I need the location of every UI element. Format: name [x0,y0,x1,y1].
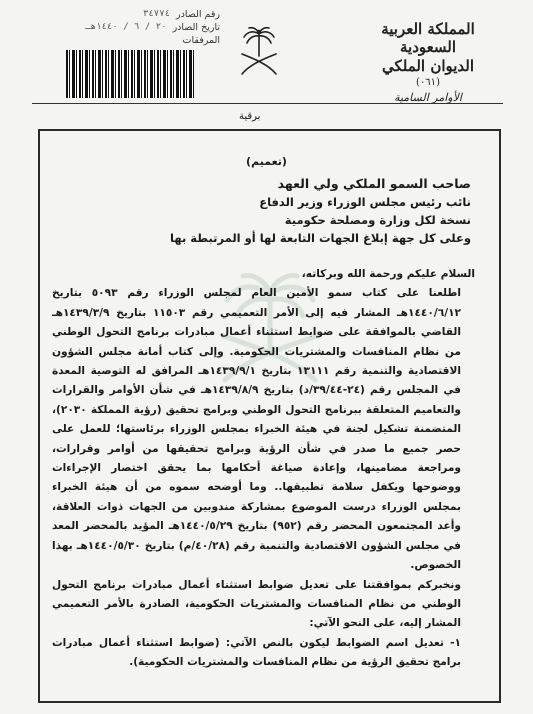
body-paragraph-1: اطلعنا على كتاب سمو الأمين العام لمجلس الوزراء رقم ٥٠٩٣ بتاريخ ١٤٤٠/٦/١٢هـ المشار فيه إلى الأمر التعميمي رقم ١١٥٠٣ بتاريخ ١٤٣٩/٣/٩هـ القاضي بالموافقة على ضوابط استثناء أعمال مبادرات برنامج التحول الوطني من نظام المنافسات والمشتريات الحكومية. وإلى كتاب أمانة مجلس الشؤون الاقتصادية والتنمية رقم ١٣١١١ بتاريخ ١٤٣٩/٩/١هـ المرافق له التوصية المعدة في المجلس رقم (٢٤-٣٩/٤٤/د) بتاريخ ١٤٣٩/٨/٩هـ في شأن الأوامر والقرارات والتعاميم المتعلقة ببرنامج التحول الوطني وبرامج تحقيق (رؤية المملكة ٢٠٣٠)، المتضمنة تشكيل لجنة في هيئة الخبراء بمجلس الوزراء برئاستها؛ للعمل على حصر جميع ما صدر في شأن الرؤية وبرامج تحقيقها من أوامر وقرارات، ومراجعة مضامينها، وإعادة صياغة أحكامها بما يحقق اختصار الإجراءات ووضوحها ويكفل سلامة تطبيقها.. وما أوضحه سموه من أن هيئة الخبراء بمجلس الوزراء درست الموضوع بمشاركة مندوبين من الجهات ذوات العلاقة، وأعد المجتمعون المحضر رقم (٩٥٢) بتاريخ ١٤٤٠/٥/٢٩هـ المؤيد بالمحضر المعد في مجلس الشؤون الاقتصادية والتنمية رقم (٤٠/٢٨/م) بتاريخ ١٤٤٠/٥/٣٠هـ بهذا الخصوص. [52,287,462,572]
telegram-label: برقية [239,111,261,122]
reference-block [40,8,220,47]
reference-date-label: تاريخ الصادر [172,22,220,33]
saudi-emblem-icon [236,24,282,80]
reference-number-value: ٣٤٧٧٤ [142,9,171,19]
addressee-line: وعلى كل جهة إبلاغ الجهات التابعة لها أو المرتبطة بها [170,231,471,245]
header-divider [32,103,503,104]
body-paragraph-2: ونخبركم بموافقتنا على تعديل ضوابط استثناء أعمال مبادرات برنامج التحول الوطني من نظام المنافسات والمشتريات الحكومية، الصادرة بالأمر التعميمي المشار إليه، على النحو الآتي: [52,578,461,630]
kingdom-name: المملكة العربية السعودية [381,20,475,56]
reference-attachments-label: المرفقات [182,35,220,46]
division-name: الأوامر السامية [394,91,462,104]
reference-date [40,21,220,34]
reference-date-value: ٢٠ / ٦ / ١٤٤٠هـ [85,22,167,32]
reference-attachments [40,34,220,47]
addressee-line: نسخة لكل وزارة ومصلحة حكومية [284,213,471,227]
addressee-line: صاحب السمو الملكي ولي العهد [277,176,471,191]
office-code: (٠٦١) [416,77,440,88]
reference-number-label: رقم الصادر [176,9,220,20]
circular-title: (تعميم) [246,155,287,168]
kingdom-header [353,20,503,106]
letter-body [52,265,475,673]
body-item-1: ١- تعديل اسم الضوابط ليكون بالنص الآتي: (ضوابط استثناء أعمال مبادرات برامج تحقيق الرؤية من نظام المنافسات والمشتريات الحكومية). [52,636,461,669]
greeting: السلام عليكم ورحمة الله وبركاته، [301,268,475,280]
reference-number [40,8,220,21]
royal-court-name: الديوان الملكي [381,57,475,75]
addressee-list [171,175,471,247]
barcode [66,50,194,98]
addressee-line: نائب رئيس مجلس الوزراء وزير الدفاع [259,195,471,209]
